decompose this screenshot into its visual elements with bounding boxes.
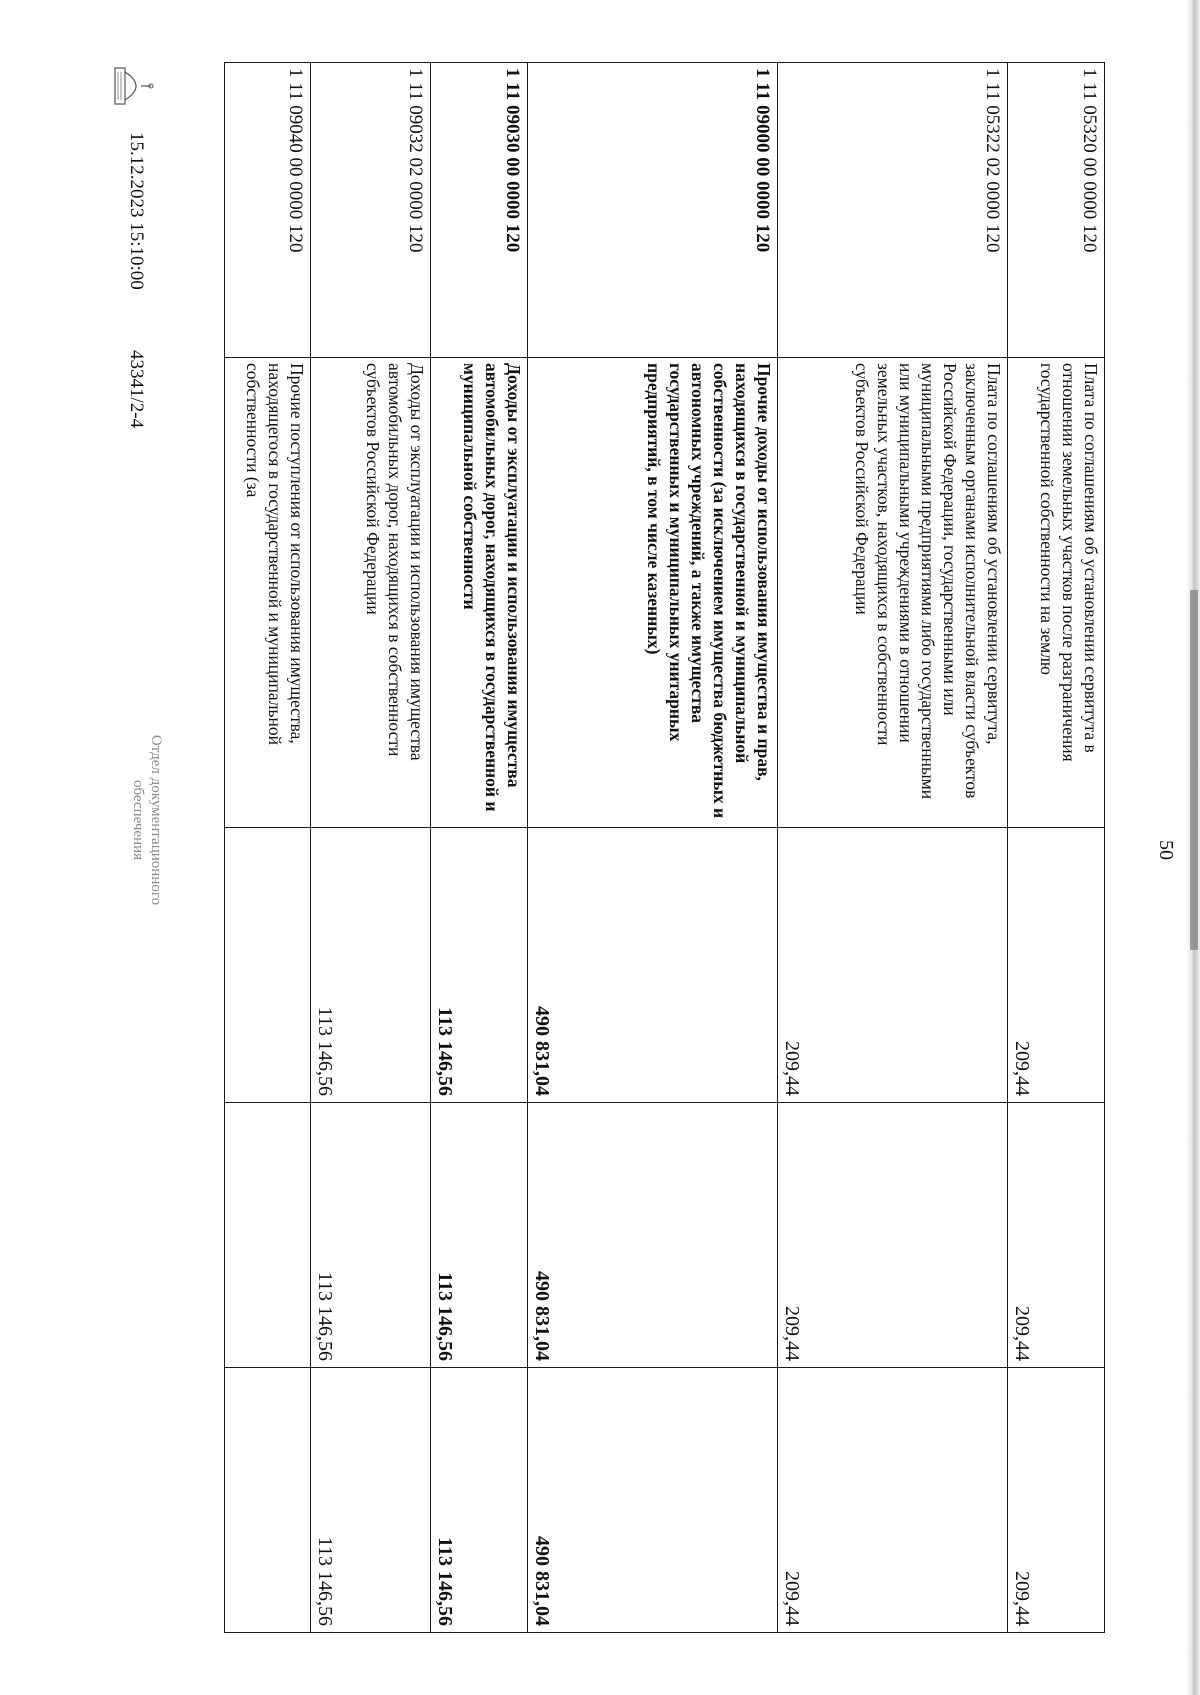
table-row [778,63,1008,1633]
rotated-page [105,20,1185,1660]
scan-edge-mark [1190,590,1198,950]
table-row [431,63,528,1633]
row-code: 1 11 09040 00 0000 120 [225,63,311,358]
page-number: 50 [1155,840,1177,860]
row-code: 1 11 09030 00 0000 120 [431,63,528,358]
row-value-2 [225,1103,311,1368]
footer-reg-number: 43341/2-4 [126,350,147,429]
row-name: Доходы от эксплуатации и использования имущества автомобильных дорог, находящихся в собственности субъектов Российской Федерации [311,358,431,828]
table-row [528,63,778,1633]
row-value-1: 209,44 [778,828,1008,1103]
budget-table [224,62,1105,1633]
stamp-line-2: обеспечения [130,779,146,861]
row-name: Прочие поступления от использования имущества, находящегося в государственной и муниципальной собственности (за [225,358,311,828]
footer-datetime: 15.12.2023 15:10:00 [126,132,147,290]
row-value-3: 490 831,04 [528,1368,778,1633]
row-code: 1 11 09032 02 0000 120 [311,63,431,358]
table-row [225,63,311,1633]
row-value-3: 113 146,56 [431,1368,528,1633]
row-value-2: 209,44 [778,1103,1008,1368]
emblem-icon [111,64,155,108]
stamp-line-1: Отдел документационного [148,734,164,906]
row-value-2: 113 146,56 [311,1103,431,1368]
row-name: Доходы от эксплуатации и использования имущества автомобильных дорог, находящихся в государственной и муниципальной собственности [431,358,528,828]
row-value-1 [225,828,311,1103]
footer [105,60,164,1620]
row-value-1: 113 146,56 [311,828,431,1103]
row-name: Плата по соглашениям об установлении сервитута в отношении земельных участков после разграничения государственной собственности на землю [1008,358,1105,828]
row-value-2: 113 146,56 [431,1103,528,1368]
row-value-1: 490 831,04 [528,828,778,1103]
row-name: Прочие доходы от использования имущества и прав, находящихся в государственной и муниципальной собственности (за исключением имущества бюджетных и автономных учреждений, а также имущества государственных и муниципальных унитарных предприятий, в том числе казенных) [528,358,778,828]
table-row [1008,63,1105,1633]
row-value-2: 490 831,04 [528,1103,778,1368]
row-value-3: 209,44 [1008,1368,1105,1633]
row-value-1: 209,44 [1008,828,1105,1103]
table-row [311,63,431,1633]
row-code: 1 11 09000 00 0000 120 [528,63,778,358]
row-value-3 [225,1368,311,1633]
row-value-2: 209,44 [1008,1103,1105,1368]
row-code: 1 11 05322 02 0000 120 [778,63,1008,358]
row-value-3: 209,44 [778,1368,1008,1633]
row-value-1: 113 146,56 [431,828,528,1103]
row-value-3: 113 146,56 [311,1368,431,1633]
row-code: 1 11 05320 00 0000 120 [1008,63,1105,358]
row-name: Плата по соглашениям об установлении сервитута, заключенным органами исполнительной власти субъектов Российской Федерации, государственными или муниципальными предприятиями либо государственными или муниципальными учреждениями в отношении земельных участков, находящихся в собственности субъектов Российской Федерации [778,358,1008,828]
department-stamp [129,700,165,940]
